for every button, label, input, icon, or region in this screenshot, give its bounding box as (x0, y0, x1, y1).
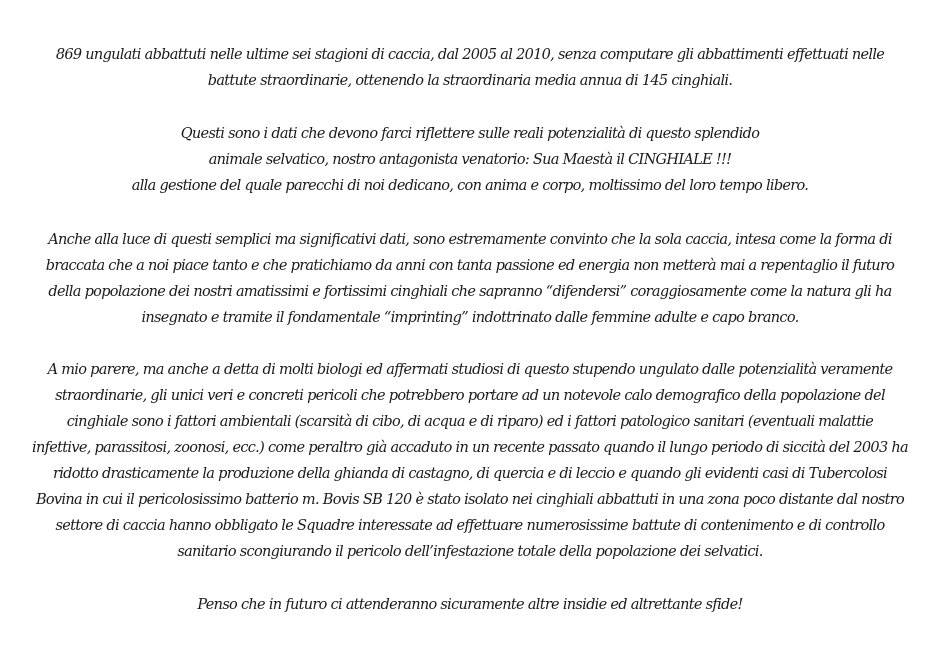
text-line: 869 ungulati abbattuti nelle ultime sei stagioni di caccia, dal 2005 al 2010, senza computare gli abbattimenti effettuati nelle (55, 47, 885, 63)
text-line: infettive, parassitosi, zoonosi, ecc.) come peraltro già accaduto in un recente passato quando il lungo periodo di siccità del 2003 ha (32, 440, 908, 456)
paragraph-hunting-opinion (10, 227, 930, 331)
text-line: straordinarie, gli unici veri e concreti pericoli che potrebbero portare ad un notevole calo demografico della popolazione del (55, 388, 885, 404)
text-line: Penso che in futuro ci attenderanno sicuramente altre insidie ed altrettante sfide! (197, 597, 743, 613)
paragraph-reflection (10, 121, 930, 199)
text-line: animale selvatico, nostro antagonista venatorio: Sua Maestà il CINGHIALE !!! (208, 152, 732, 168)
text-line: sanitario scongiurando il pericolo dell’infestazione totale della popolazione dei selvatici. (177, 544, 763, 560)
text-line: battute straordinarie, ottenendo la straordinaria media annua di 145 cinghiali. (207, 73, 733, 89)
text-line: Anche alla luce di questi semplici ma significativi dati, sono estremamente convinto che la sola caccia, intesa come la forma di (48, 232, 892, 248)
paragraph-threats (10, 357, 930, 565)
text-line: insegnato e tramite il fondamentale “imprinting” indottrinato dalle femmine adulte e capo branco. (141, 310, 799, 326)
text-line: della popolazione dei nostri amatissimi e fortissimi cinghiali che sapranno “difendersi” coraggiosamente come la natura gli ha (48, 284, 892, 300)
text-line: settore di caccia hanno obbligato le Squadre interessate ad effettuare numerosissime battute di contenimento e di controllo (55, 518, 885, 534)
text-line: braccata che a noi piace tanto e che pratichiamo da anni con tanta passione ed energia non metterà mai a repentaglio il futuro (45, 258, 895, 274)
text-line: Questi sono i dati che devono farci riflettere sulle reali potenzialità di questo splendido (180, 126, 760, 142)
text-line: A mio parere, ma anche a detta di molti biologi ed affermati studiosi di questo stupendo ungulato dalle potenzialità veramente (47, 362, 893, 378)
paragraph-statistics (10, 42, 930, 94)
text-line: alla gestione del quale parecchi di noi dedicano, con anima e corpo, moltissimo del loro tempo libero. (131, 178, 809, 194)
paragraph-closing (10, 592, 930, 618)
text-line: ridotto drasticamente la produzione della ghianda di castagno, di quercia e di leccio e quando gli evidenti casi di Tubercolosi (52, 466, 887, 482)
text-line: cinghiale sono i fattori ambientali (scarsità di cibo, di acqua e di riparo) ed i fattori patologico sanitari (eventuali malattie (66, 414, 874, 430)
text-line: Bovina in cui il pericolosissimo batterio m. Bovis SB 120 è stato isolato nei cinghiali abbattuti in una zona poco distante dal nostro (35, 492, 905, 508)
